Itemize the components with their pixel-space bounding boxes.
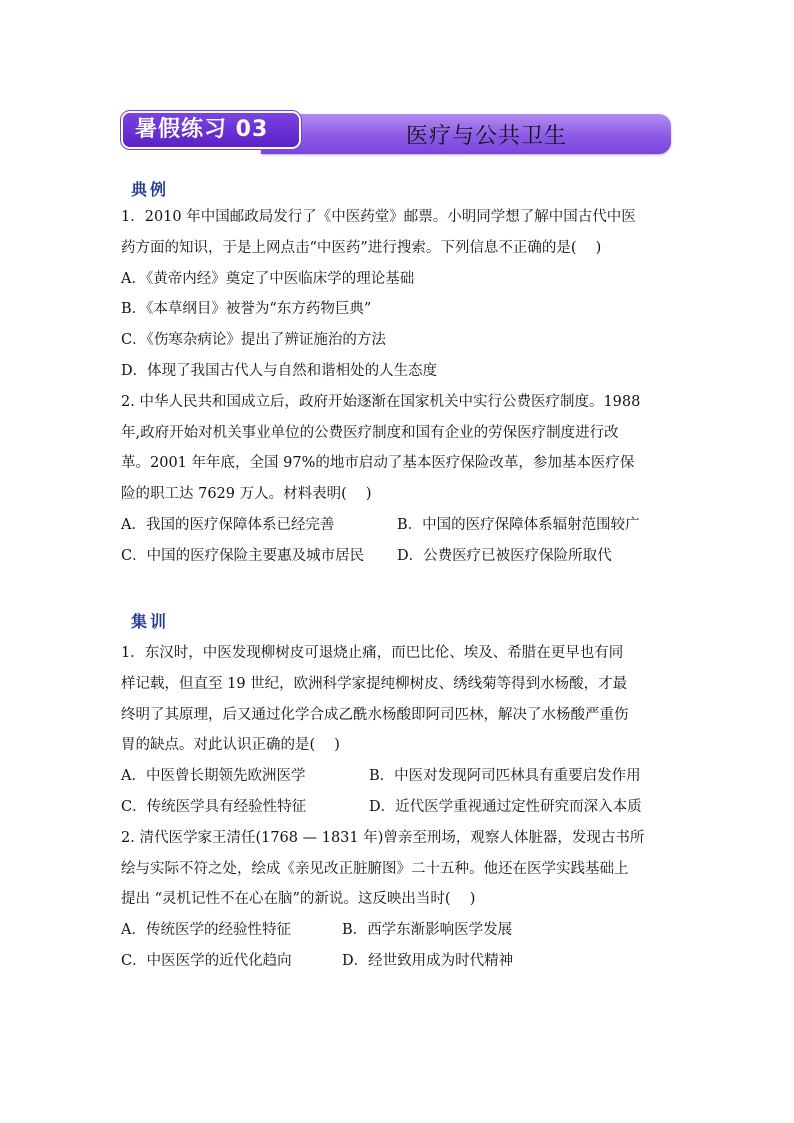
option-c: C．传统医学具有经验性特征: [121, 798, 307, 815]
option-line: B．《本草纲目》被誉为“东方药物巨典”: [121, 301, 372, 318]
question-line: 提出 “灵机记性不在心在脑”的新说。这反映出当时( ): [121, 891, 476, 908]
training-questions: [121, 638, 681, 977]
question-line: 1．2010 年中国邮政局发行了《中医药堂》邮票。小明同学想了解中国古代中医: [121, 209, 636, 225]
option-b: B．中医对发现阿司匹林具有重要启发作用: [369, 768, 641, 785]
option-row: [121, 541, 681, 572]
page-title: 医疗与公共卫生: [406, 124, 568, 149]
option-line: D．体现了我国古代人与自然和谐相处的人生态度: [121, 362, 438, 379]
option-a: A．传统医学的经验性特征: [121, 922, 291, 939]
option-line: C．《伤寒杂病论》提出了辨证施治的方法: [121, 332, 386, 349]
question-line: 年,政府开始对机关事业单位的公费医疗制度和国有企业的劳保医疗制度进行改: [121, 424, 619, 441]
section-heading-example: 典例: [131, 180, 170, 199]
example-questions: [121, 202, 681, 572]
option-d: D．公费医疗已被医疗保险所取代: [397, 547, 612, 564]
question-line: 革。2001 年年底，全国 97%的地市启动了基本医疗保险改革，参加基本医疗保: [121, 455, 635, 472]
question-line: 样记载，但直至 19 世纪，欧洲科学家提纯柳树皮、绣线菊等得到水杨酸，才最: [121, 675, 628, 692]
option-b: B．西学东渐影响医学发展: [342, 922, 513, 939]
option-d: D．近代医学重视通过定性研究而深入本质: [369, 798, 642, 815]
option-a: A．我国的医疗保障体系已经完善: [121, 516, 335, 533]
option-row: [121, 946, 681, 977]
option-d: D．经世致用成为时代精神: [342, 952, 514, 969]
question-line: 药方面的知识，于是上网点击“中医药”进行搜索。下列信息不正确的是( ): [121, 239, 602, 256]
question-line: 终明了其原理，后又通过化学合成乙酰水杨酸即阿司匹林，解决了水杨酸严重伤: [121, 706, 629, 723]
option-a: A．中医曾长期领先欧洲医学: [121, 768, 306, 785]
option-row: [121, 792, 681, 823]
question-line: 绘与实际不符之处，绘成《亲见改正脏腑图》二十五种。他还在医学实践基础上: [121, 860, 629, 877]
option-b: B．中国的医疗保障体系辐射范围较广: [397, 516, 640, 533]
option-row: [121, 915, 681, 946]
option-c: C．中医医学的近代化趋向: [121, 952, 292, 969]
question-line: 2. 中华人民共和国成立后，政府开始逐渐在国家机关中实行公费医疗制度。1988: [121, 393, 641, 410]
question-line: 1．东汉时，中医发现柳树皮可退烧止痛，而巴比伦、埃及、希腊在更早也有同: [121, 645, 624, 661]
option-row: [121, 510, 681, 541]
option-row: [121, 761, 681, 792]
option-c: C．中国的医疗保险主要惠及城市居民: [121, 547, 365, 564]
exercise-banner: [121, 111, 671, 155]
question-line: 2. 清代医学家王清任(1768 — 1831 年)曾亲至刑场，观察人体脏器，发现古书所: [121, 829, 645, 846]
option-line: A．《黄帝内经》奠定了中医临床学的理论基础: [121, 270, 415, 287]
question-line: 胃的缺点。对此认识正确的是( ): [121, 737, 340, 754]
question-line: 险的职工达 7629 万人。材料表明( ): [121, 486, 372, 503]
banner-label: 暑假练习 03: [121, 111, 301, 149]
section-heading-training: 集训: [131, 612, 170, 631]
